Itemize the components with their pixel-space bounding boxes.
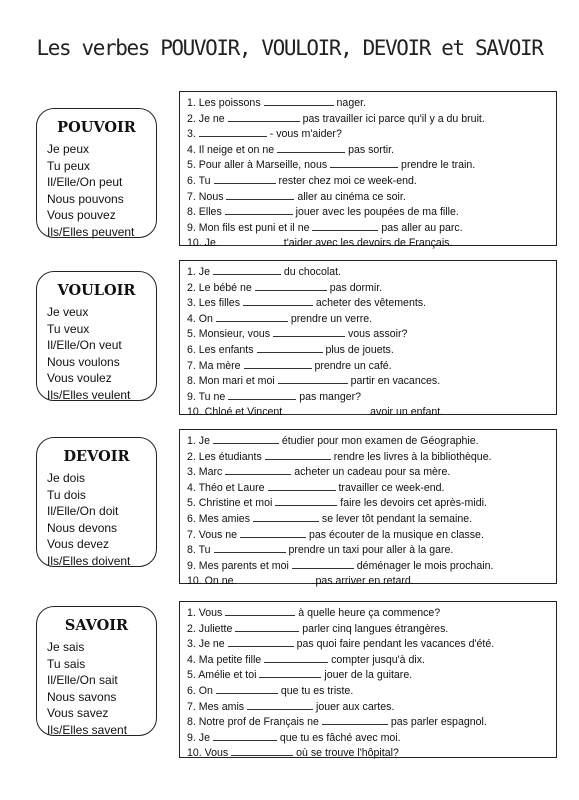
sentence-end: pas dormir. — [329, 281, 383, 294]
exercise-sentence — [187, 543, 556, 559]
exercise-sentence — [187, 405, 556, 421]
answer-blank[interactable] — [214, 174, 276, 184]
sentence-end: pas arriver en retard. — [315, 575, 414, 588]
sentence-start: 4. On — [187, 312, 213, 325]
answer-blank[interactable] — [228, 637, 294, 647]
sentence-start: 8. Mon mari et moi — [187, 375, 275, 388]
exercise-box — [179, 601, 557, 758]
exercise-sentence — [187, 190, 556, 206]
verb-heading: VOULOIR — [57, 282, 136, 299]
conjugation-box — [36, 271, 157, 401]
answer-blank[interactable] — [225, 465, 291, 475]
answer-blank[interactable] — [275, 496, 337, 506]
answer-blank[interactable] — [213, 731, 277, 741]
exercise-sentence — [187, 327, 556, 343]
sentence-end: pas sortir. — [348, 143, 395, 156]
conjugation-form: Vous pouvez — [47, 208, 116, 223]
conjugation-form: Il/Elle/On veut — [47, 338, 122, 353]
sentence-start: 9. Mes parents et moi — [187, 559, 289, 572]
sentence-start: 3. Marc — [187, 466, 223, 479]
exercise-sentence — [187, 606, 556, 622]
sentence-end: jouer avec les poupées de ma fille. — [295, 206, 459, 219]
sentence-end: vous assoir? — [347, 328, 408, 341]
sentence-end: jouer aux cartes. — [316, 700, 395, 713]
conjugation-form: Je dois — [47, 471, 86, 485]
answer-blank[interactable] — [226, 190, 294, 200]
answer-blank[interactable] — [235, 622, 299, 632]
sentence-start: 5. Amélie et toi — [187, 669, 257, 682]
sentence-end: nager. — [336, 97, 366, 109]
exercise-sentence — [187, 731, 556, 747]
exercise-sentence — [187, 559, 556, 575]
sentence-start: 2. Les étudiants — [187, 450, 262, 463]
conjugation-form: Vous voulez — [47, 371, 112, 386]
sentence-start: 3. Les filles — [187, 297, 240, 310]
exercise-sentence — [187, 465, 556, 481]
sentence-start: 10. Chloé et Vincent — [187, 406, 283, 419]
conjugation-form: Je peux — [47, 142, 90, 156]
sentence-end: plus de jouets. — [325, 343, 394, 356]
sentence-end: acheter des vêtements. — [315, 297, 427, 310]
sentence-start: 8. Elles — [187, 206, 222, 219]
exercise-sentence — [187, 96, 556, 112]
answer-blank[interactable] — [214, 543, 286, 553]
sentence-start: 6. Tu — [187, 174, 211, 187]
conjugation-form: Il/Elle/On sait — [47, 673, 118, 688]
exercise-sentence — [187, 158, 556, 174]
exercise-sentence — [187, 528, 556, 544]
exercise-sentence — [187, 390, 556, 406]
answer-blank[interactable] — [330, 158, 398, 168]
sentence-start: 5. Monsieur, vous — [187, 328, 271, 341]
answer-blank[interactable] — [219, 236, 281, 246]
conjugation-form: Ils/Elles veulent — [47, 387, 131, 402]
conjugation-form: Ils/Elles doivent — [47, 553, 131, 568]
verb-heading: POUVOIR — [57, 119, 136, 136]
exercise-sentence — [187, 496, 556, 512]
sentence-end: se lever tôt pendant la semaine. — [321, 512, 473, 525]
sentence-start: 2. Le bébé ne — [187, 281, 252, 294]
sentence-end: compter jusqu'à dix. — [331, 653, 425, 666]
verb-heading: SAVOIR — [64, 617, 129, 634]
conjugation-box — [36, 606, 157, 736]
answer-blank[interactable] — [228, 112, 300, 122]
sentence-start: 10. Je — [187, 237, 216, 250]
sentence-end: prendre un taxi pour aller à la gare. — [288, 544, 454, 557]
sentence-start: 1. Les poissons — [187, 97, 261, 109]
sentence-end: que tu es fâché avec moi. — [279, 731, 401, 744]
exercise-sentence — [187, 236, 556, 252]
sentence-end: rendre les livres à la bibliothèque. — [333, 450, 492, 463]
sentence-end: parler cinq langues étrangères. — [302, 622, 449, 635]
sentence-start: 9. Tu ne — [187, 390, 226, 403]
sentence-end: pas écouter de la musique en classe. — [308, 528, 484, 541]
answer-blank[interactable] — [265, 450, 331, 460]
answer-blank[interactable] — [244, 359, 312, 369]
exercise-sentence — [187, 205, 556, 221]
sentence-start: 7. Ma mère — [187, 359, 241, 372]
exercise-box — [179, 260, 557, 419]
conjugation-form: Je sais — [47, 640, 85, 654]
exercise-sentence — [187, 450, 556, 466]
answer-blank[interactable] — [264, 96, 334, 106]
sentence-end: pas manger? — [299, 390, 362, 403]
exercise-sentence — [187, 174, 556, 190]
sentence-start: 6. On — [187, 684, 213, 697]
sentence-start: 4. Théo et Laure — [187, 481, 265, 494]
conjugation-form: Ils/Elles peuvent — [47, 224, 135, 239]
sentence-start: 2. Je ne — [187, 112, 225, 125]
exercise-sentence — [187, 653, 556, 669]
sentence-start: 4. Il neige et on ne — [187, 143, 275, 156]
answer-blank[interactable] — [322, 715, 388, 725]
sentence-end: t'aider avec les devoirs de Français. — [283, 237, 453, 250]
sentence-start: 5. Christine et moi — [187, 497, 273, 510]
answer-blank[interactable] — [264, 653, 328, 663]
sentence-end: à quelle heure ça commence? — [298, 607, 441, 619]
sentence-end: aller au cinéma ce soir. — [297, 190, 406, 203]
exercise-sentence — [187, 143, 556, 159]
sentence-end: faire les devoirs cet après-midi. — [340, 497, 487, 510]
sentence-end: travailler ce week-end. — [338, 481, 445, 494]
answer-blank[interactable] — [240, 528, 306, 538]
sentence-start: 10. Vous — [187, 747, 229, 760]
answer-blank[interactable] — [199, 127, 267, 137]
exercise-sentence — [187, 112, 556, 128]
exercise-sentence — [187, 481, 556, 497]
sentence-start: 9. Je — [187, 731, 210, 744]
exercise-sentence — [187, 700, 556, 716]
answer-blank[interactable] — [216, 312, 288, 322]
answer-blank[interactable] — [257, 343, 323, 353]
sentence-end: acheter un cadeau pour sa mère. — [294, 466, 451, 479]
answer-blank[interactable] — [273, 327, 345, 337]
sentence-end: - vous m'aider? — [269, 128, 342, 141]
exercise-sentence — [187, 715, 556, 731]
exercise-sentence — [187, 343, 556, 359]
conjugation-form: Vous savez — [47, 706, 109, 721]
exercise-sentence — [187, 281, 556, 297]
answer-blank[interactable] — [236, 574, 312, 584]
exercise-sentence — [187, 296, 556, 312]
sentence-end: du chocolat. — [283, 266, 342, 278]
exercise-sentence — [187, 374, 556, 390]
conjugation-form: Il/Elle/On doit — [47, 504, 119, 519]
sentence-end: avoir un enfant. — [370, 406, 444, 419]
exercise-sentence — [187, 668, 556, 684]
conjugation-form: Tu dois — [47, 487, 86, 502]
sentence-start: 7. Vous ne — [187, 528, 238, 541]
sentence-end: étudier pour mon examen de Géographie. — [281, 435, 479, 447]
sentence-start: 10. On ne — [187, 575, 234, 588]
answer-blank[interactable] — [277, 143, 345, 153]
answer-blank[interactable] — [285, 405, 367, 415]
conjugation-form: Tu veux — [47, 321, 90, 336]
verb-heading: DEVOIR — [63, 448, 130, 465]
conjugation-form: Il/Elle/On peut — [47, 175, 123, 190]
answer-blank[interactable] — [278, 374, 348, 384]
conjugation-form: Nous voulons — [47, 354, 120, 369]
sentence-start: 4. Ma petite fille — [187, 653, 262, 666]
exercise-box — [179, 91, 557, 250]
sentence-end: pas aller au parc. — [381, 221, 463, 234]
sentence-end: que tu es triste. — [280, 684, 354, 697]
sentence-end: pas parler espagnol. — [390, 716, 487, 729]
answer-blank[interactable] — [292, 559, 354, 569]
exercise-sentence — [187, 434, 556, 450]
answer-blank[interactable] — [259, 668, 321, 678]
sentence-start: 5. Pour aller à Marseille, nous — [187, 159, 328, 172]
sentence-start: 8. Tu — [187, 544, 211, 557]
answer-blank[interactable] — [231, 746, 293, 756]
sentence-start: 8. Notre prof de Français ne — [187, 716, 319, 729]
sentence-end: prendre le train. — [401, 159, 476, 172]
sentence-start: 1. Je — [187, 435, 210, 447]
exercise-sentence — [187, 359, 556, 375]
sentence-start: 6. Les enfants — [187, 343, 254, 356]
exercise-sentence — [187, 637, 556, 653]
conjugation-form: Je veux — [47, 305, 89, 319]
page-title: Les verbes POUVOIR, VOULOIR, DEVOIR et SAVOIR — [36, 36, 543, 60]
exercise-sentence — [187, 312, 556, 328]
sentence-end: déménager le mois prochain. — [356, 559, 494, 572]
sentence-end: prendre un café. — [314, 359, 392, 372]
sentence-start: 7. Nous — [187, 190, 224, 203]
sentence-end: pas quoi faire pendant les vacances d'été. — [296, 638, 495, 651]
sentence-start: 7. Mes amis — [187, 700, 245, 713]
conjugation-form: Tu peux — [47, 158, 90, 173]
exercise-sentence — [187, 622, 556, 638]
conjugation-form: Nous pouvons — [47, 191, 124, 206]
sentence-end: rester chez moi ce week-end. — [278, 174, 417, 187]
conjugation-form: Tu sais — [47, 656, 86, 671]
conjugation-box — [36, 108, 157, 238]
conjugation-form: Vous devez — [47, 537, 110, 552]
exercise-box — [179, 429, 557, 588]
exercise-sentence — [187, 127, 556, 143]
answer-blank[interactable] — [228, 390, 296, 400]
exercise-sentence — [187, 684, 556, 700]
conjugation-form: Nous savons — [47, 689, 117, 704]
answer-blank[interactable] — [243, 296, 313, 306]
sentence-start: 1. Je — [187, 266, 210, 278]
answer-blank[interactable] — [312, 221, 378, 231]
conjugation-box — [36, 437, 157, 567]
answer-blank[interactable] — [253, 512, 319, 522]
sentence-end: jouer de la guitare. — [324, 669, 413, 682]
sentence-end: partir en vacances. — [350, 375, 441, 388]
sentence-start: 3. — [187, 128, 196, 141]
conjugation-form: Nous devons — [47, 520, 118, 535]
sentence-start: 9. Mon fils est puni et il ne — [187, 221, 310, 234]
conjugation-form: Ils/Elles savent — [47, 722, 128, 737]
exercise-sentence — [187, 265, 556, 281]
sentence-start: 3. Je ne — [187, 638, 225, 651]
sentence-start: 6. Mes amies — [187, 512, 250, 525]
answer-blank[interactable] — [268, 481, 336, 491]
sentence-end: prendre un verre. — [290, 312, 373, 325]
sentence-end: pas travailler ici parce qu'il y a du bruit. — [302, 112, 485, 125]
answer-blank[interactable] — [255, 281, 327, 291]
sentence-end: où se trouve l'hôpital? — [296, 747, 399, 760]
exercise-sentence — [187, 574, 556, 590]
answer-blank[interactable] — [247, 700, 313, 710]
answer-blank[interactable] — [225, 205, 293, 215]
answer-blank[interactable] — [216, 684, 278, 694]
answer-blank[interactable] — [213, 265, 281, 275]
sentence-start: 2. Juliette — [187, 622, 233, 635]
answer-blank[interactable] — [213, 434, 279, 444]
exercise-sentence — [187, 746, 556, 762]
exercise-sentence — [187, 221, 556, 237]
answer-blank[interactable] — [225, 606, 295, 616]
sentence-start: 1. Vous — [187, 607, 223, 619]
exercise-sentence — [187, 512, 556, 528]
